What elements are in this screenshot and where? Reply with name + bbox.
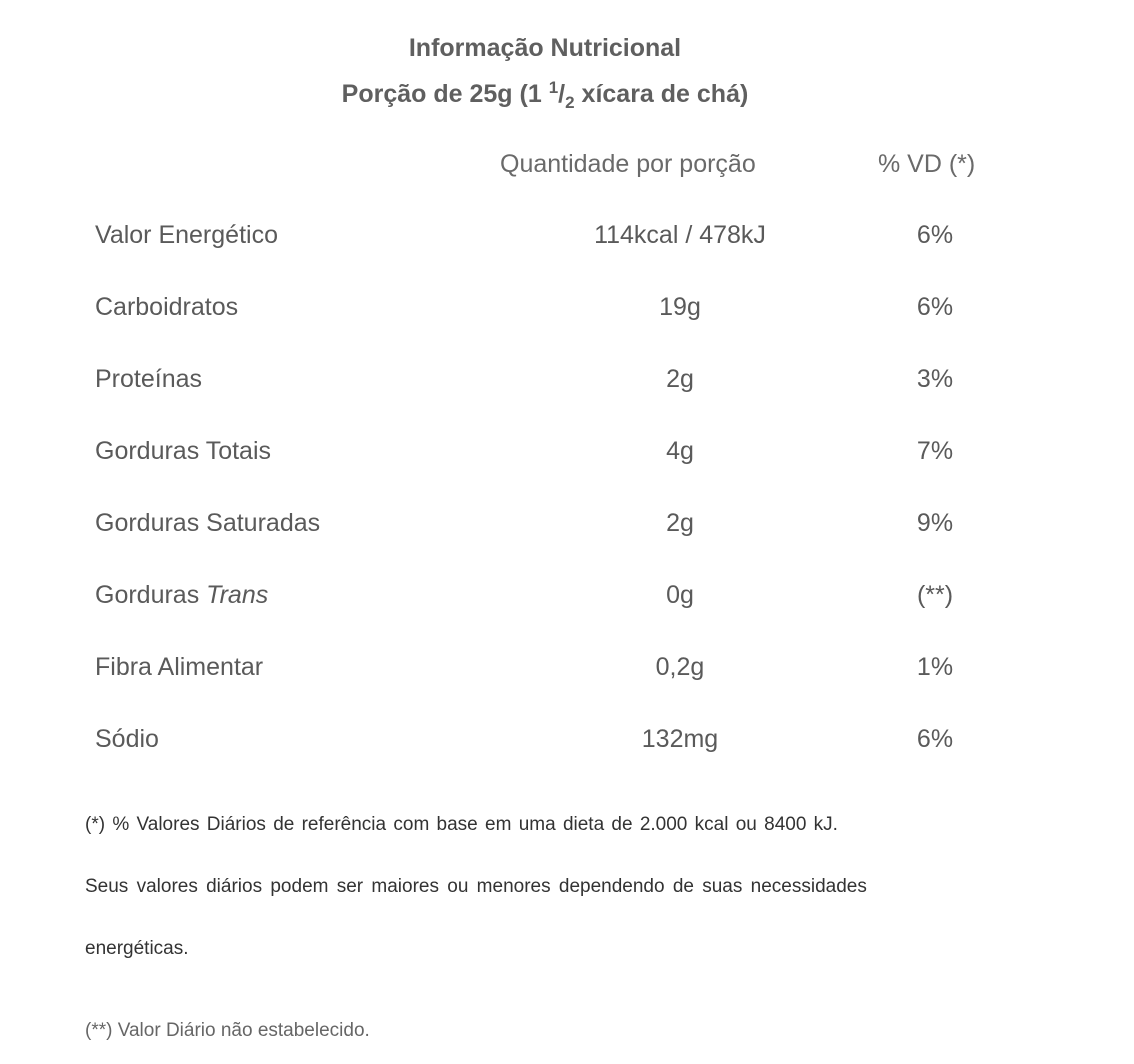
nutrient-vd: 6% <box>916 725 954 753</box>
nutrient-name-italic: Trans <box>206 581 269 609</box>
nutrient-name: Proteínas <box>95 365 203 393</box>
nutrient-quantity: 132mg <box>641 725 719 753</box>
nutrient-name: Carboidratos <box>95 293 239 321</box>
column-header-quantity: Quantidade por porção <box>500 150 756 178</box>
table-row <box>0 653 1134 693</box>
nutrient-vd: 9% <box>916 509 954 537</box>
table-row <box>0 365 1134 405</box>
table-row <box>0 221 1134 261</box>
nutrient-name: Valor Energético <box>95 221 278 249</box>
nutrient-name: Sódio <box>95 725 159 753</box>
nutrient-quantity: 0g <box>666 581 694 609</box>
nutrient-name: Gorduras Totais <box>95 437 272 465</box>
nutrient-name <box>95 581 268 610</box>
portion-suffix: xícara de chá) <box>574 80 749 108</box>
portion-slash: / <box>558 80 566 108</box>
portion-denominator: 2 <box>565 93 575 112</box>
nutrient-quantity: 0,2g <box>655 653 705 681</box>
nutrient-vd: 6% <box>916 293 954 321</box>
table-title: Informação Nutricional <box>408 34 682 62</box>
table-row <box>0 293 1134 333</box>
table-row <box>0 725 1134 765</box>
nutrient-quantity: 2g <box>666 509 694 537</box>
nutrient-name: Fibra Alimentar <box>95 653 264 681</box>
portion-numerator: 1 <box>548 78 559 97</box>
footnote-vd-line3: energéticas. <box>85 938 189 959</box>
footnote-vd-line1: (*) % Valores Diários de referência com base em uma dieta de 2.000 kcal ou 8400 kJ. <box>85 814 838 835</box>
nutrient-quantity: 2g <box>666 365 694 393</box>
nutrient-vd: (**) <box>916 581 954 609</box>
nutrient-quantity: 4g <box>666 437 694 465</box>
nutrient-vd: 3% <box>916 365 954 393</box>
table-row <box>0 437 1134 477</box>
footnote-vd-line2: Seus valores diários podem ser maiores ou menores dependendo de suas necessidades <box>85 876 867 897</box>
nutrient-vd: 6% <box>916 221 954 249</box>
nutrient-vd: 1% <box>916 653 954 681</box>
nutrient-quantity: 114kcal / 478kJ <box>594 221 766 249</box>
portion-size <box>0 78 1090 110</box>
nutrient-vd: 7% <box>916 437 954 465</box>
portion-prefix: Porção de 25g (1 <box>341 80 549 108</box>
column-header-vd: % VD (*) <box>878 150 976 178</box>
nutrient-name: Gorduras Saturadas <box>95 509 321 537</box>
footnote-not-established: (**) Valor Diário não estabelecido. <box>85 1020 370 1041</box>
nutrient-quantity: 19g <box>659 293 701 321</box>
table-row <box>0 509 1134 549</box>
table-row <box>0 581 1134 621</box>
nutrient-name-prefix: Gorduras <box>95 581 207 609</box>
